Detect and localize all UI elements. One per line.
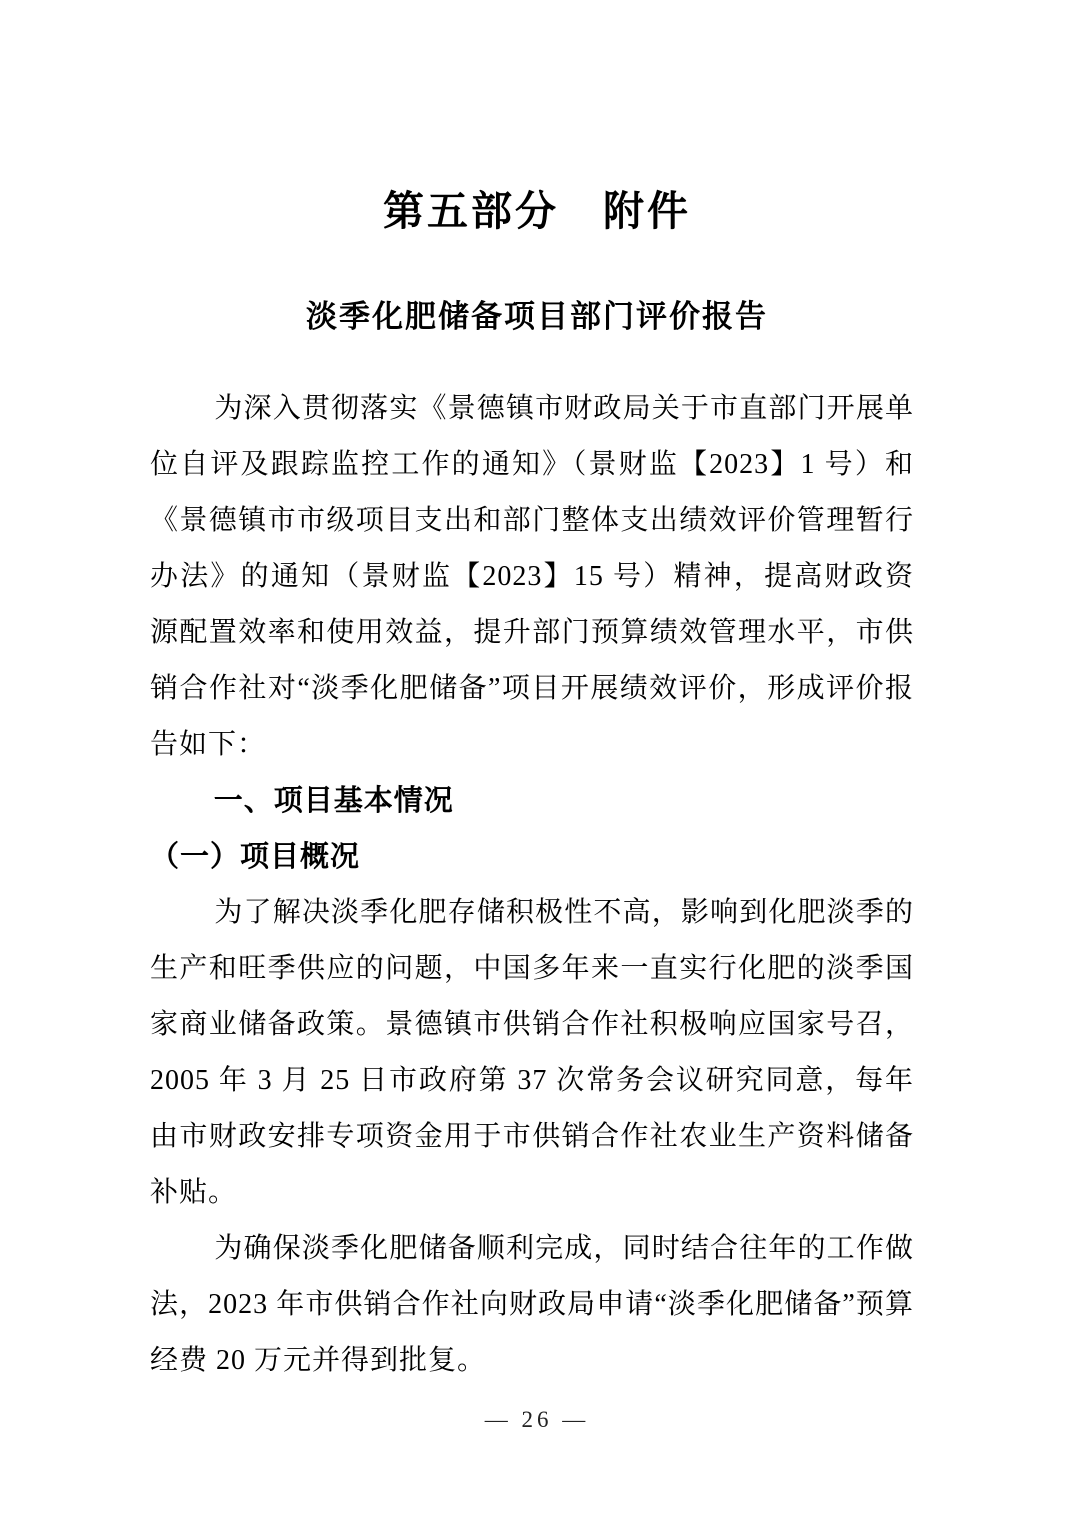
paragraph-budget: 为确保淡季化肥储备顺利完成，同时结合往年的工作做法，2023 年市供销合作社向财政局申请“淡季化肥储备”预算经费 20 万元并得到批复。 bbox=[150, 1233, 914, 1376]
document-body bbox=[150, 381, 914, 1389]
section-heading-basic-info: 一、项目基本情况 bbox=[213, 785, 454, 817]
page-title: 第五部分 附件 bbox=[383, 188, 691, 234]
page-number: — 26 — bbox=[484, 1407, 590, 1432]
subsection-heading-project-overview: （一）项目概况 bbox=[150, 841, 361, 873]
paragraph-intro: 为深入贯彻落实《景德镇市财政局关于市直部门开展单位自评及跟踪监控工作的通知》（景财监【2023】1 号）和《景德镇市市级项目支出和部门整体支出绩效评价管理暂行办法》的通知（景财监【2023】15 号）精神，提高财政资源配置效率和使用效益，提升部门预算绩效管理水平，市供销合作社对“淡季化肥储备”项目开展绩效评价，形成评价报告如下： bbox=[150, 393, 914, 760]
paragraph-overview: 为了解决淡季化肥存储积极性不高，影响到化肥淡季的生产和旺季供应的问题，中国多年来一直实行化肥的淡季国家商业储备政策。景德镇市供销合作社积极响应国家号召，2005 年 3 月 25 日市政府第 37 次常务会议研究同意，每年由市财政安排专项资金用于市供销合作社农业生产资料储备补贴。 bbox=[150, 897, 914, 1208]
report-title: 淡季化肥储备项目部门评价报告 bbox=[306, 299, 768, 334]
page-footer bbox=[0, 1405, 1074, 1435]
